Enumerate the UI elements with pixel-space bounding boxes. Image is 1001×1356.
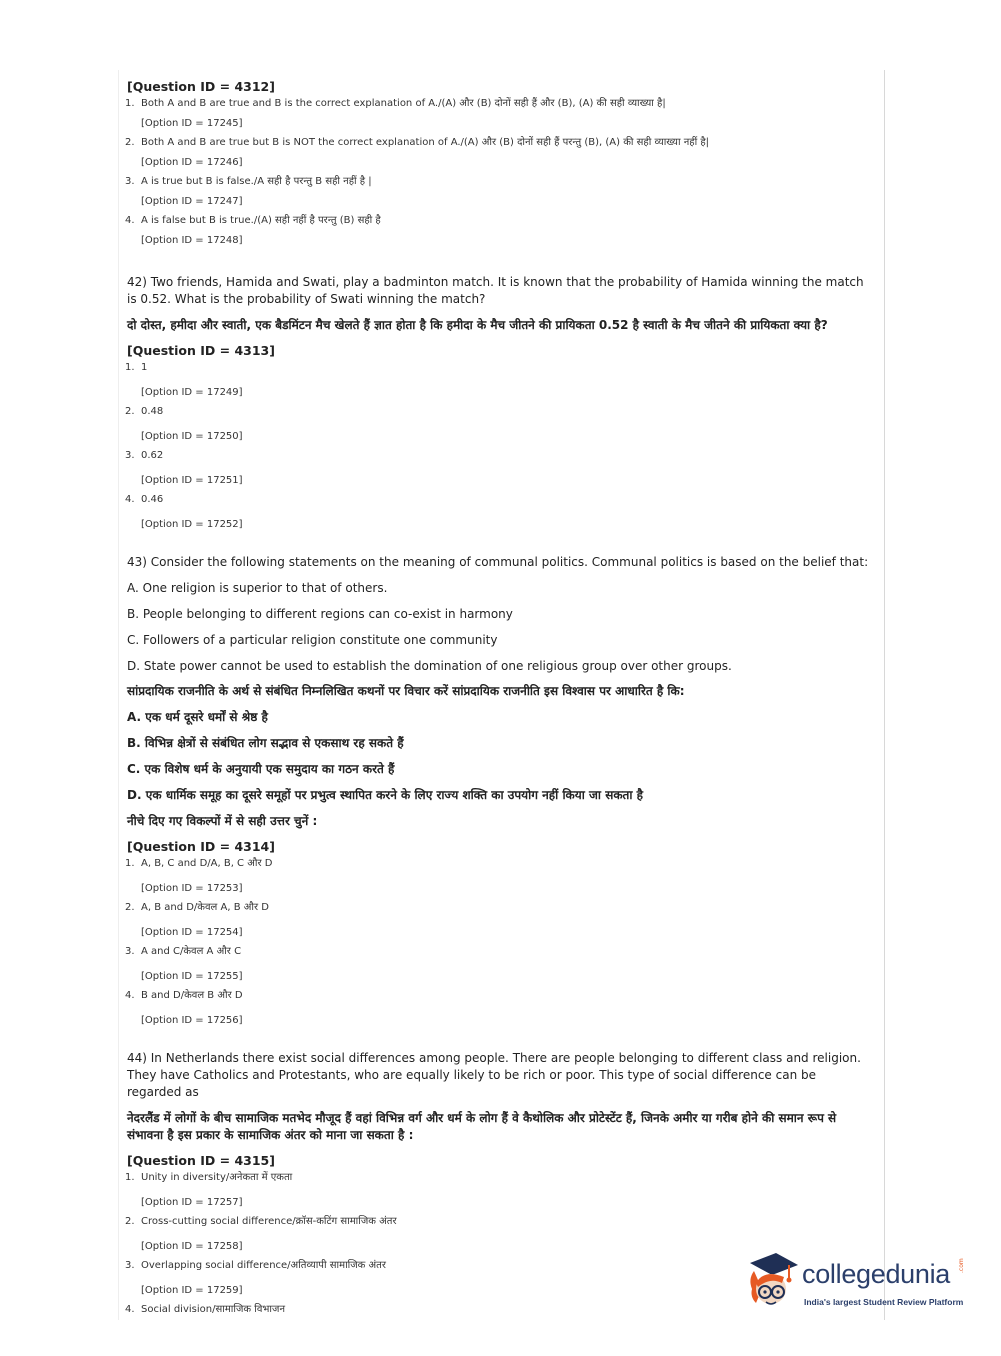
option-id: [Option ID = 17257]: [141, 1197, 243, 1208]
option-id: [Option ID = 17253]: [141, 883, 243, 894]
statement-en: C. Followers of a particular religion constitute one community: [127, 633, 498, 647]
brand-name: collegedunia: [802, 1259, 951, 1289]
option-id: [Option ID = 17245]: [141, 118, 243, 129]
question-content: [127, 79, 872, 1317]
option-id: [Option ID = 17249]: [141, 387, 243, 398]
statement-hi: A. एक धर्म दूसरे धर्मों से श्रेष्ठ है: [127, 710, 268, 724]
option-row: 3. A and C/केवल A और C: [125, 946, 242, 957]
question-text-en: 43) Consider the following statements on the meaning of communal politics. Communal politics is based on the belief that:: [127, 555, 869, 569]
option-id: [Option ID = 17250]: [141, 431, 243, 442]
option-row: 4. B and D/केवल B और D: [125, 990, 243, 1001]
statement-en: B. People belonging to different regions can co-exist in harmony: [127, 607, 513, 621]
option-row: 2. Cross-cutting social difference/क्रॉस-कटिंग सामाजिक अंतर: [125, 1216, 397, 1227]
question-text-en: 44) In Netherlands there exist social differences among people. There are people belonging to different class and religion. They have Catholics and Protestants, who are equally likely to be rich or poor. This type of social difference can be regarded as: [127, 1051, 861, 1099]
option-row: 1. 1: [125, 362, 148, 373]
question-43: [127, 554, 872, 1028]
brand-dotcom: .com: [958, 1258, 965, 1273]
option-row: 2. A, B and D/केवल A, B और D: [125, 902, 269, 913]
option-row: 4. 0.46: [125, 494, 164, 505]
question-id: [Question ID = 4315]: [127, 1153, 275, 1168]
option-row: 1. Unity in diversity/अनेकता में एकता: [125, 1172, 293, 1183]
page-left-rule: [118, 70, 119, 1320]
option-id: [Option ID = 17256]: [141, 1015, 243, 1026]
question-id: [Question ID = 4314]: [127, 839, 275, 854]
collegedunia-logo: [744, 1249, 974, 1319]
option-row: 4. Social division/सामाजिक विभाजन: [125, 1304, 285, 1315]
question-text-hi: नेदरलैंड में लोगों के बीच सामाजिक मतभेद मौजूद हैं वहां विभिन्न वर्ग और धर्म के लोग हैं वे कैथोलिक और प्रोटेस्टेंट हैं, जिनके अमीर या गरीब होने की समान रूप से संभावना है इस प्रकार के सामाजिक अंतर को माना जा सकता है :: [127, 1111, 837, 1142]
statement-hi: D. एक धार्मिक समूह का दूसरे समूहों पर प्रभुत्व स्थापित करने के लिए राज्य शक्ति का उपयोग नहीं किया जा सकता है: [127, 788, 644, 802]
option-row: 2. 0.48: [125, 406, 164, 417]
option-id: [Option ID = 17254]: [141, 927, 243, 938]
question-text-en: 42) Two friends, Hamida and Swati, play a badminton match. It is known that the probability of Hamida winning the match is 0.52. What is the probability of Swati winning the match?: [127, 275, 864, 306]
graduate-mascot-icon: [744, 1249, 800, 1311]
option-id: [Option ID = 17248]: [141, 235, 243, 246]
option-id: [Option ID = 17247]: [141, 196, 243, 207]
option-row: 1. Both A and B are true and B is the correct explanation of A./(A) और (B) दोनों सही हैं और (B), (A) की सही व्याख्या है|: [125, 98, 666, 109]
statement-hi: C. एक विशेष धर्म के अनुयायी एक समुदाय का गठन करते हैं: [127, 762, 395, 776]
option-row: 3. 0.62: [125, 450, 164, 461]
option-id: [Option ID = 17259]: [141, 1285, 243, 1296]
option-id: [Option ID = 17252]: [141, 519, 243, 530]
brand-tagline: India's largest Student Review Platform: [804, 1297, 964, 1307]
page-right-rule: [884, 70, 885, 1320]
option-id: [Option ID = 17258]: [141, 1241, 243, 1252]
question-block-4312: [127, 79, 872, 248]
option-id: [Option ID = 17246]: [141, 157, 243, 168]
instruction-hi: नीचे दिए गए विकल्पों में से सही उत्तर चुनें :: [127, 814, 318, 828]
question-text-hi: दो दोस्त, हमीदा और स्वाती, एक बैडमिंटन मैच खेलते हैं ज्ञात होता है कि हमीदा के मैच जीतने की प्रायिकता 0.52 है स्वाती के मैच जीतने की प्रायिकता क्या है?: [127, 318, 828, 332]
question-text-hi: सांप्रदायिक राजनीति के अर्थ से संबंधित निम्नलिखित कथनों पर विचार करें सांप्रदायिक राजनीति इस विश्वास पर आधारित है कि:: [127, 684, 685, 698]
option-row: 1. A, B, C and D/A, B, C और D: [125, 858, 273, 869]
option-id: [Option ID = 17251]: [141, 475, 243, 486]
option-id: [Option ID = 17255]: [141, 971, 243, 982]
question-id: [Question ID = 4313]: [127, 343, 275, 358]
option-row: 3. A is true but B is false./A सही है परन्तु B सही नहीं है |: [125, 176, 372, 187]
option-row: 3. Overlapping social difference/अतिव्यापी सामाजिक अंतर: [125, 1260, 386, 1271]
statement-en: D. State power cannot be used to establish the domination of one religious group over other groups.: [127, 659, 732, 673]
option-row: 2. Both A and B are true but B is NOT the correct explanation of A./(A) और (B) दोनों सही हैं परन्तु (B), (A) की सही व्याख्या नहीं है|: [125, 137, 710, 148]
statement-hi: B. विभिन्न क्षेत्रों से संबंधित लोग सद्भाव से एकसाथ रह सकते हैं: [127, 736, 404, 750]
statement-en: A. One religion is superior to that of others.: [127, 581, 388, 595]
option-row: 4. A is false but B is true./(A) सही नहीं है परन्तु (B) सही है: [125, 215, 381, 226]
question-id: [Question ID = 4312]: [127, 79, 275, 94]
question-42: [127, 274, 872, 532]
